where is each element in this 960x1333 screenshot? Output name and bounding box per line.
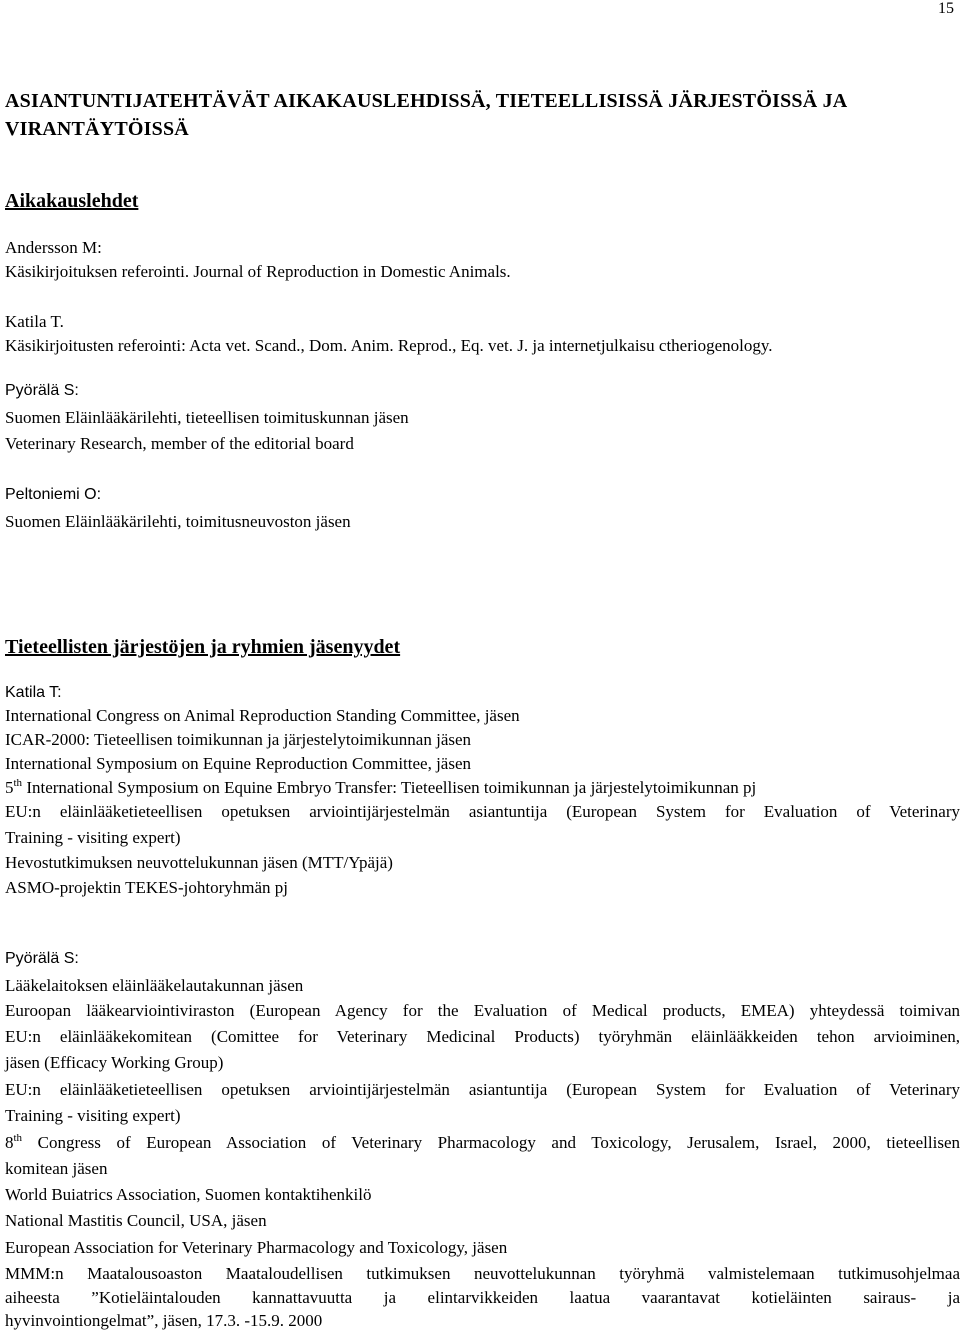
person-name-pyorala-memberships: Pyörälä S: [5,950,79,967]
person-name-pyorala: Pyörälä S: [5,382,79,399]
katila-membership-3: International Symposium on Equine Reproduction Committee, jäsen [5,754,472,773]
pyorala-membership-9c: hyvinvointiongelmat”, jäsen, 17.3. -15.9. 2000 [5,1311,323,1330]
section-title-memberships: Tieteellisten järjestöjen ja ryhmien jäsenyydet [5,636,401,658]
katila-membership-7: ASMO-projektin TEKES-johtoryhmän pj [5,878,288,897]
katila-entry: Käsikirjoitusten referointi: Acta vet. Scand., Dom. Anim. Reprod., Eq. vet. J. ja internetjulkaisu ctheriogenology. [5,336,773,355]
pyorala-membership-1: Lääkelaitoksen eläinlääkelautakunnan jäsen [5,976,304,995]
pyorala-membership-6: World Buiatrics Association, Suomen kontaktihenkilö [5,1185,372,1204]
pyorala-membership-4a: EU:n eläinlääketieteellisen opetuksen arviointijärjestelmän asiantuntija (European System for Evaluation of Veterinary [5,1080,960,1099]
pyorala-membership-3b: jäsen (Efficacy Working Group) [5,1053,224,1072]
person-name-katila: Katila T. [5,312,64,331]
page-number: 15 [938,0,954,17]
heading-line-2: VIRANTÄYTÖISSÄ [5,118,189,140]
pyorala-membership-5a: 8th Congress of European Association of Veterinary Pharmacology and Toxicology, Jerusalem, Israel, 2000, tieteellisen [5,1132,960,1152]
katila-membership-5a: EU:n eläinlääketieteellisen opetuksen arviointijärjestelmän asiantuntija (European System for Evaluation of Veterinary [5,802,960,821]
person-name-katila-memberships: Katila T: [5,684,62,701]
pyorala-membership-2: Euroopan lääkearviointiviraston (European Agency for the Evaluation of Medical products, EMEA) yhteydessä toimivan [5,1001,960,1020]
katila-membership-1: International Congress on Animal Reproduction Standing Committee, jäsen [5,706,520,725]
katila-membership-6: Hevostutkimuksen neuvottelukunnan jäsen (MTT/Ypäjä) [5,853,393,872]
pyorala-membership-5b: komitean jäsen [5,1159,108,1178]
pyorala-membership-9b: aiheesta ”Kotieläintalouden kannattavuutta ja elintarvikkeiden laatua vaarantavat kotieläinten sairaus- ja [5,1288,960,1307]
pyorala-membership-8: European Association for Veterinary Pharmacology and Toxicology, jäsen [5,1238,508,1257]
pyorala-membership-3a: EU:n eläinlääkekomitean (Comittee for Veterinary Medicinal Products) työryhmän eläinlääkkeiden tehon arvioiminen, [5,1027,960,1046]
pyorala-membership-4b: Training - visiting expert) [5,1106,181,1125]
katila-membership-2: ICAR-2000: Tieteellisen toimikunnan ja järjestelytoimikunnan jäsen [5,730,472,749]
andersson-entry: Käsikirjoituksen referointi. Journal of Reproduction in Domestic Animals. [5,262,511,281]
katila-membership-4: 5th International Symposium on Equine Embryo Transfer: Tieteellisen toimikunnan ja järjestelytoimikunnan pj [5,777,757,797]
pyorala-entry-2: Veterinary Research, member of the editorial board [5,434,354,453]
pyorala-membership-7: National Mastitis Council, USA, jäsen [5,1211,267,1230]
katila-membership-5b: Training - visiting expert) [5,828,181,847]
person-name-peltoniemi: Peltoniemi O: [5,486,102,503]
person-name-andersson: Andersson M: [5,238,102,257]
peltoniemi-entry: Suomen Eläinlääkärilehti, toimitusneuvoston jäsen [5,512,351,531]
pyorala-membership-9a: MMM:n Maatalousoaston Maataloudellisen tutkimuksen neuvottelukunnan työryhmä valmistelemaan tutkimusohjelmaa [5,1264,960,1283]
section-title-journals: Aikakauslehdet [5,190,139,212]
heading-line-1: ASIANTUNTIJATEHTÄVÄT AIKAKAUSLEHDISSÄ, TIETEELLISISSÄ JÄRJESTÖISSÄ JA [5,90,848,112]
pyorala-entry-1: Suomen Eläinlääkärilehti, tieteellisen toimituskunnan jäsen [5,408,409,427]
